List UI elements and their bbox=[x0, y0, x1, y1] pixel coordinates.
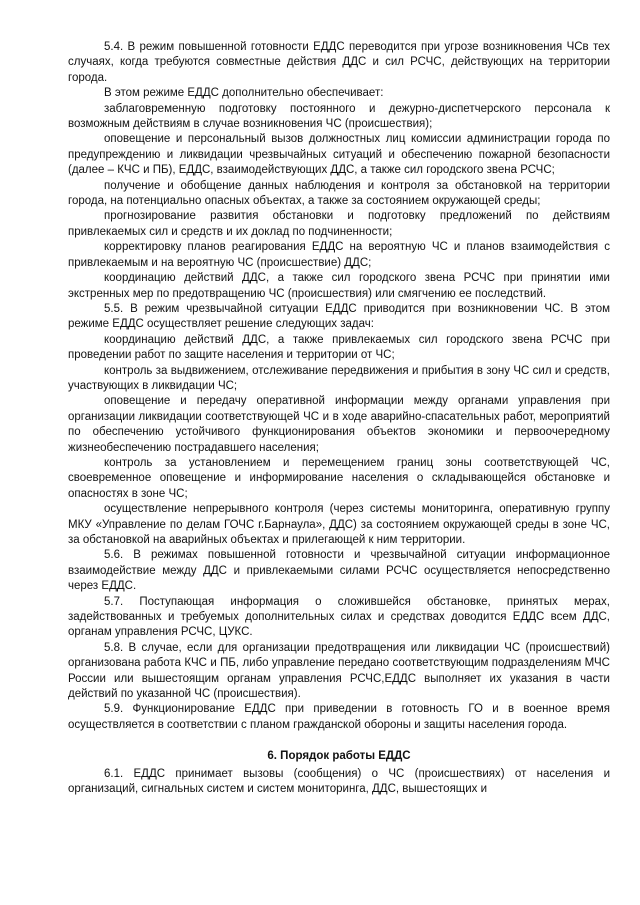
paragraph-6-1: 6.1. ЕДДС принимает вызовы (сообщения) о ЧС (происшествиях) от населения и организаций, сигнальных систем и систем мониторинга, ДДС, вышестоящих и bbox=[68, 767, 610, 796]
list-item: контроль за установлением и перемещением границ зоны соответствующей ЧС, своевременное оповещение и информирование населения о складывающейся обстановке и опасностях в зоне ЧС; bbox=[68, 456, 610, 500]
document-page bbox=[68, 40, 610, 798]
paragraph-5-6: 5.6. В режимах повышенной готовности и чрезвычайной ситуации информационное взаимодействие между ДДС и привлекаемыми силами РСЧС осуществляется непосредственно через ЕДДС. bbox=[68, 549, 610, 593]
list-item: координацию действий ДДС, а также привлекаемых сил городского звена РСЧС при проведении работ по защите населения и территории от ЧС; bbox=[68, 333, 610, 362]
list-item: координацию действий ДДС, а также сил городского звена РСЧС при принятии ими экстренных мер по предотвращению ЧС (происшествия) или смягчению ее последствий. bbox=[68, 272, 610, 300]
list-item: оповещение и передачу оперативной информации между органами управления при организации ликвидации соответствующей ЧС и в ходе аварийно-спасательных работ, мероприятий по обеспечению устойчивого функционирования объектов экономики и первоочередному жизнеобеспечению пострадавшего населения; bbox=[68, 395, 610, 454]
paragraph-5-4: 5.4. В режим повышенной готовности ЕДДС переводится при угрозе возникновения ЧСв тех случаях, когда требуются совместные действия ДДС и сил РСЧС, действующих на территории города. bbox=[68, 41, 610, 84]
list-item: заблаговременную подготовку постоянного и дежурно-диспетчерского персонала к возможным действиям в случае возникновения ЧС (происшествия); bbox=[68, 102, 610, 131]
paragraph-mode-intro: В этом режиме ЕДДС дополнительно обеспечивает: bbox=[104, 87, 384, 100]
list-item: прогнозирование развития обстановки и подготовку предложений по действиям привлекаемых сил и средств и их доклад по подчиненности; bbox=[68, 210, 610, 238]
paragraph-5-9: 5.9. Функционирование ЕДДС при приведении в готовность ГО и в военное время осуществляется в соответствии с планом гражданской обороны и защиты населения города. bbox=[68, 703, 610, 731]
list-item: корректировку планов реагирования ЕДДС на вероятную ЧС и планов взаимодействия с привлекаемым и на вероятную ЧС (происшествие) ДДС; bbox=[68, 241, 610, 269]
list-item: оповещение и персональный вызов должностных лиц комиссии администрации города по предупреждению и ликвидации чрезвычайных ситуаций и обеспечению пожарной безопасности (далее – КЧС и ПБ), ЕДДС, взаимодействующих ДДС, а также сил городского звена РСЧС; bbox=[68, 133, 610, 177]
paragraph-5-5: 5.5. В режим чрезвычайной ситуации ЕДДС приводится при возникновении ЧС. В этом режиме ЕДДС осуществляет решение следующих задач: bbox=[68, 302, 610, 331]
paragraph-5-7: 5.7. Поступающая информация о сложившейся обстановке, принятых мерах, задействованных и требуемых дополнительных силах и средствах доводится ЕДДС всем ДДС, органам управления РСЧС, ЦУКС. bbox=[68, 595, 610, 639]
list-item: контроль за выдвижением, отслеживание передвижения и прибытия в зону ЧС сил и средств, участвующих в ликвидации ЧС; bbox=[68, 364, 610, 392]
list-item: получение и обобщение данных наблюдения и контроля за обстановкой на территории города, на потенциально опасных объектах, а также за состоянием окружающей среды; bbox=[68, 179, 610, 208]
list-item: осуществление непрерывного контроля (через системы мониторинга, оперативную группу МКУ «Управление по делам ГОЧС г.Барнаула», ДДС) за состоянием окружающей среды в зоне ЧС, за обстановкой на аварийных объектах и прилегающей к ним территории. bbox=[68, 503, 610, 546]
paragraph-5-8: 5.8. В случае, если для организации предотвращения или ликвидации ЧС (происшествий) организована работа КЧС и ПБ, либо управление передано соответствующим подразделениям МЧС России или вышестоящим органам управления РСЧС,ЕДДС выполняет их указания в части действий по указанной ЧС (происшествия). bbox=[68, 641, 610, 701]
section-heading: 6. Порядок работы ЕДДС bbox=[267, 750, 411, 763]
